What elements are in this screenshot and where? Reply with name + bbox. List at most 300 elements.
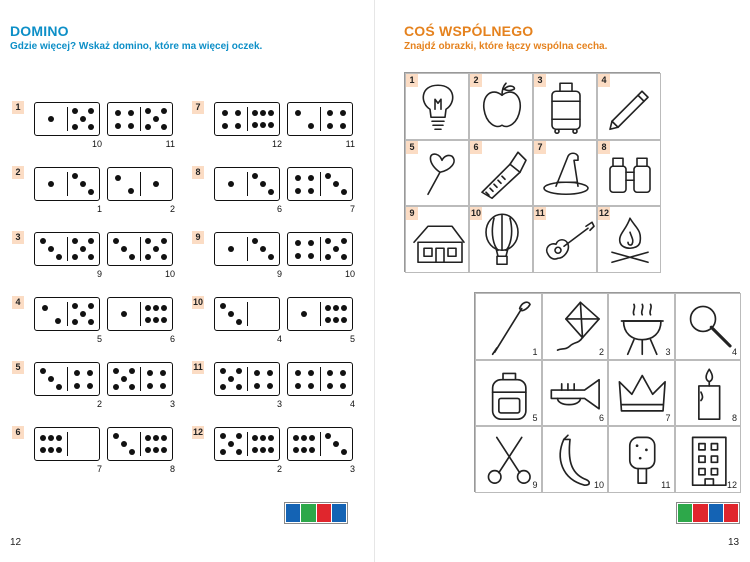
domino-pip xyxy=(252,173,258,179)
domino-pip xyxy=(295,110,301,116)
domino-label: 3 xyxy=(276,399,282,409)
domino-pip xyxy=(161,238,167,244)
domino-pip xyxy=(121,441,127,447)
domino-pip xyxy=(260,110,266,116)
domino-label: 2 xyxy=(276,464,282,474)
right-page-subtitle: Znajdź obrazki, które łączy wspólna cecha. xyxy=(404,41,608,52)
domino-pip xyxy=(153,305,159,311)
domino-divider xyxy=(67,172,68,196)
domino-tile[interactable] xyxy=(214,102,280,136)
picture-cell[interactable] xyxy=(542,426,609,493)
domino-pip xyxy=(121,376,127,382)
picture-number: 3 xyxy=(665,346,671,357)
exercise-number: 8 xyxy=(192,166,204,179)
picture-cell[interactable] xyxy=(675,293,742,360)
domino-divider xyxy=(320,432,321,456)
domino-pip xyxy=(341,305,347,311)
picture-number: 1 xyxy=(406,74,418,87)
domino-pip xyxy=(40,447,46,453)
domino-tile[interactable] xyxy=(107,427,173,461)
domino-tile[interactable] xyxy=(214,427,280,461)
domino-pip xyxy=(325,254,331,260)
domino-pip xyxy=(55,318,61,324)
domino-pip xyxy=(153,181,159,187)
domino-pip xyxy=(325,433,331,439)
domino-pip xyxy=(308,253,314,259)
exercise-number: 2 xyxy=(12,166,24,179)
domino-tile[interactable] xyxy=(214,167,280,201)
picture-cell[interactable] xyxy=(405,206,469,273)
domino-pip xyxy=(327,370,333,376)
domino-pip xyxy=(80,116,86,122)
domino-pip xyxy=(88,319,94,325)
domino-pip xyxy=(236,449,242,455)
picture-cell[interactable] xyxy=(405,140,469,207)
domino-pip xyxy=(80,181,86,187)
domino-pip xyxy=(325,173,331,179)
picture-number: 9 xyxy=(532,479,538,490)
picture-cell[interactable] xyxy=(533,206,597,273)
picture-number: 6 xyxy=(598,413,604,423)
picture-number: 1 xyxy=(532,346,538,357)
domino-pip xyxy=(88,238,94,244)
page-spine xyxy=(374,0,375,562)
domino-pip xyxy=(228,246,234,252)
domino-tile[interactable] xyxy=(287,427,353,461)
picture-cell[interactable] xyxy=(533,140,597,207)
domino-pip xyxy=(40,435,46,441)
domino-pip xyxy=(333,305,339,311)
picture-cell[interactable] xyxy=(597,206,661,273)
domino-pip xyxy=(56,384,62,390)
domino-pip xyxy=(220,449,226,455)
domino-label: 9 xyxy=(276,269,282,279)
domino-pip xyxy=(161,435,167,441)
domino-pip xyxy=(252,238,258,244)
domino-label: 5 xyxy=(96,334,102,344)
domino-pip xyxy=(220,384,226,390)
domino-divider xyxy=(247,367,248,391)
domino-tile[interactable] xyxy=(107,232,173,266)
picture-cell[interactable] xyxy=(542,293,609,360)
domino-label: 3 xyxy=(169,399,175,409)
picture-number: 9 xyxy=(406,207,418,220)
domino-pip xyxy=(72,303,78,309)
domino-pip xyxy=(161,447,167,453)
domino-pip xyxy=(341,254,347,260)
domino-label: 8 xyxy=(169,464,175,474)
domino-pip xyxy=(327,123,333,129)
domino-label: 10 xyxy=(91,139,102,149)
domino-divider xyxy=(247,107,248,131)
domino-tile[interactable] xyxy=(214,362,280,396)
domino-pip xyxy=(72,238,78,244)
domino-tile[interactable] xyxy=(287,232,353,266)
domino-label: 7 xyxy=(96,464,102,474)
domino-pip xyxy=(327,383,333,389)
domino-pip xyxy=(145,238,151,244)
domino-pip xyxy=(145,305,151,311)
domino-pip xyxy=(308,123,314,129)
picture-number: 11 xyxy=(661,479,671,490)
domino-pip xyxy=(268,447,274,453)
domino-pip xyxy=(267,383,273,389)
domino-divider xyxy=(140,367,141,391)
domino-pip xyxy=(260,181,266,187)
picture-cell[interactable] xyxy=(469,73,533,140)
domino-label: 10 xyxy=(344,269,355,279)
domino-divider xyxy=(67,432,68,456)
domino-tile[interactable] xyxy=(107,362,173,396)
picture-number: 12 xyxy=(726,479,737,490)
domino-pip xyxy=(72,124,78,130)
picture-cell[interactable] xyxy=(608,360,675,427)
domino-divider xyxy=(320,107,321,131)
domino-divider xyxy=(140,237,141,261)
left-page-number: 12 xyxy=(10,537,22,548)
picture-number: 4 xyxy=(598,74,610,87)
domino-pip xyxy=(161,108,167,114)
domino-pip xyxy=(129,384,135,390)
domino-pip xyxy=(161,317,167,323)
domino-pip xyxy=(236,384,242,390)
domino-pip xyxy=(121,246,127,252)
domino-divider xyxy=(320,172,321,196)
domino-pip xyxy=(145,254,151,260)
domino-label: 9 xyxy=(96,269,102,279)
domino-label: 2 xyxy=(169,204,175,214)
domino-tile[interactable] xyxy=(34,362,100,396)
domino-pip xyxy=(128,110,134,116)
picture-number: 7 xyxy=(534,141,546,154)
picture-number: 12 xyxy=(598,208,609,218)
domino-label: 2 xyxy=(96,399,102,409)
domino-pip xyxy=(121,311,127,317)
domino-pip xyxy=(145,435,151,441)
domino-pip xyxy=(128,188,134,194)
picture-number: 2 xyxy=(470,74,482,87)
domino-divider xyxy=(67,237,68,261)
domino-pip xyxy=(252,122,258,128)
domino-pip xyxy=(228,441,234,447)
domino-divider xyxy=(140,172,141,196)
domino-divider xyxy=(247,172,248,196)
domino-pip xyxy=(48,181,54,187)
domino-pip xyxy=(48,376,54,382)
domino-label: 4 xyxy=(349,399,355,409)
exercise-number: 6 xyxy=(12,426,24,439)
domino-pip xyxy=(340,123,346,129)
publisher-logo-right xyxy=(676,502,740,524)
picture-number: 2 xyxy=(598,346,604,357)
domino-pip xyxy=(87,383,93,389)
domino-label: 11 xyxy=(345,139,355,149)
picture-grid-top xyxy=(404,72,660,272)
picture-cell[interactable] xyxy=(533,73,597,140)
domino-pip xyxy=(113,238,119,244)
domino-pip xyxy=(48,246,54,252)
picture-number: 10 xyxy=(470,208,481,218)
domino-pip xyxy=(220,303,226,309)
domino-label: 3 xyxy=(349,464,355,474)
domino-tile[interactable] xyxy=(34,167,100,201)
domino-tile[interactable] xyxy=(287,102,353,136)
picture-number: 5 xyxy=(406,141,418,154)
domino-pip xyxy=(88,108,94,114)
domino-pip xyxy=(115,110,121,116)
domino-pip xyxy=(72,173,78,179)
domino-tile[interactable] xyxy=(34,297,100,331)
domino-tile[interactable] xyxy=(34,427,100,461)
domino-pip xyxy=(56,254,62,260)
domino-pip xyxy=(268,254,274,260)
domino-pip xyxy=(252,110,258,116)
domino-pip xyxy=(153,317,159,323)
domino-pip xyxy=(220,433,226,439)
domino-label: 10 xyxy=(164,269,175,279)
domino-pip xyxy=(161,305,167,311)
domino-pip xyxy=(88,124,94,130)
domino-pip xyxy=(308,370,314,376)
domino-pip xyxy=(129,254,135,260)
picture-cell[interactable] xyxy=(542,360,609,427)
domino-divider xyxy=(320,302,321,326)
domino-pip xyxy=(254,370,260,376)
domino-pip xyxy=(80,246,86,252)
domino-pip xyxy=(301,311,307,317)
domino-label: 6 xyxy=(276,204,282,214)
exercise-number: 9 xyxy=(192,231,204,244)
domino-tile[interactable] xyxy=(287,167,353,201)
picture-cell[interactable] xyxy=(597,140,661,207)
picture-cell[interactable] xyxy=(475,293,542,360)
picture-cell[interactable] xyxy=(475,360,542,427)
domino-label: 1 xyxy=(96,204,102,214)
domino-pip xyxy=(295,175,301,181)
domino-label: 11 xyxy=(165,139,175,149)
picture-grid-bottom xyxy=(474,292,740,492)
domino-pip xyxy=(72,254,78,260)
domino-label: 12 xyxy=(271,139,282,149)
domino-pip xyxy=(161,254,167,260)
domino-label: 4 xyxy=(276,334,282,344)
domino-pip xyxy=(341,189,347,195)
domino-pip xyxy=(145,317,151,323)
domino-pip xyxy=(268,435,274,441)
domino-pip xyxy=(161,124,167,130)
domino-pip xyxy=(341,449,347,455)
domino-pip xyxy=(72,108,78,114)
domino-pip xyxy=(308,188,314,194)
domino-pip xyxy=(341,238,347,244)
picture-number: 8 xyxy=(598,141,610,154)
domino-pip xyxy=(236,319,242,325)
domino-pip xyxy=(260,447,266,453)
domino-label: 6 xyxy=(169,334,175,344)
domino-pip xyxy=(153,116,159,122)
domino-pip xyxy=(153,246,159,252)
domino-pip xyxy=(147,370,153,376)
domino-pip xyxy=(40,238,46,244)
picture-number: 7 xyxy=(665,413,671,423)
domino-pip xyxy=(333,181,339,187)
picture-cell[interactable] xyxy=(475,426,542,493)
domino-divider xyxy=(320,367,321,391)
domino-pip xyxy=(80,311,86,317)
domino-pip xyxy=(295,253,301,259)
domino-tile[interactable] xyxy=(214,232,280,266)
domino-pip xyxy=(333,441,339,447)
domino-pip xyxy=(87,370,93,376)
domino-divider xyxy=(140,432,141,456)
domino-pip xyxy=(72,319,78,325)
domino-pip xyxy=(160,383,166,389)
domino-pip xyxy=(325,317,331,323)
domino-pip xyxy=(160,370,166,376)
domino-pip xyxy=(295,370,301,376)
left-page-title: DOMINO xyxy=(10,23,69,39)
domino-divider xyxy=(247,432,248,456)
domino-pip xyxy=(301,447,307,453)
domino-pip xyxy=(56,435,62,441)
domino-pip xyxy=(129,449,135,455)
picture-cell[interactable] xyxy=(469,140,533,207)
picture-number: 10 xyxy=(593,479,604,490)
domino-pip xyxy=(340,370,346,376)
domino-pip xyxy=(145,108,151,114)
domino-pip xyxy=(327,110,333,116)
picture-cell[interactable] xyxy=(675,360,742,427)
domino-pip xyxy=(308,175,314,181)
domino-pip xyxy=(88,254,94,260)
domino-pip xyxy=(113,384,119,390)
domino-pip xyxy=(235,123,241,129)
domino-pip xyxy=(40,368,46,374)
domino-pip xyxy=(228,376,234,382)
domino-pip xyxy=(128,123,134,129)
domino-pip xyxy=(268,110,274,116)
domino-pip xyxy=(115,123,121,129)
domino-pip xyxy=(88,189,94,195)
domino-tile[interactable] xyxy=(287,362,353,396)
picture-cell[interactable] xyxy=(469,206,533,273)
domino-divider xyxy=(67,302,68,326)
domino-pip xyxy=(147,383,153,389)
domino-pip xyxy=(333,246,339,252)
domino-pip xyxy=(42,305,48,311)
domino-pip xyxy=(341,317,347,323)
picture-number: 11 xyxy=(535,208,545,218)
domino-pip xyxy=(325,238,331,244)
domino-pip xyxy=(309,435,315,441)
domino-pip xyxy=(222,123,228,129)
picture-number: 5 xyxy=(532,413,538,423)
domino-pip xyxy=(260,246,266,252)
domino-pip xyxy=(340,383,346,389)
domino-pip xyxy=(235,110,241,116)
domino-pip xyxy=(113,433,119,439)
domino-tile[interactable] xyxy=(107,102,173,136)
exercise-number: 5 xyxy=(12,361,24,374)
domino-tile[interactable] xyxy=(107,297,173,331)
domino-pip xyxy=(295,240,301,246)
picture-number: 8 xyxy=(731,413,737,423)
domino-pip xyxy=(115,175,121,181)
domino-divider xyxy=(247,302,248,326)
domino-divider xyxy=(67,367,68,391)
domino-pip xyxy=(113,368,119,374)
domino-pip xyxy=(295,383,301,389)
domino-pip xyxy=(301,435,307,441)
domino-label: 5 xyxy=(349,334,355,344)
domino-divider xyxy=(140,107,141,131)
exercise-number: 11 xyxy=(193,362,203,372)
domino-pip xyxy=(295,188,301,194)
domino-pip xyxy=(129,368,135,374)
domino-tile[interactable] xyxy=(287,297,353,331)
domino-pip xyxy=(74,383,80,389)
domino-divider xyxy=(140,302,141,326)
domino-pip xyxy=(309,447,315,453)
domino-pip xyxy=(88,303,94,309)
picture-cell[interactable] xyxy=(675,426,742,493)
domino-pip xyxy=(260,122,266,128)
domino-pip xyxy=(145,447,151,453)
domino-pip xyxy=(153,435,159,441)
exercise-number: 3 xyxy=(12,231,24,244)
domino-pip xyxy=(252,435,258,441)
domino-pip xyxy=(153,447,159,453)
domino-pip xyxy=(228,181,234,187)
exercise-number: 12 xyxy=(192,427,203,437)
domino-divider xyxy=(67,107,68,131)
publisher-logo-left xyxy=(284,502,348,524)
domino-pip xyxy=(48,435,54,441)
domino-tile[interactable] xyxy=(214,297,280,331)
domino-pip xyxy=(308,240,314,246)
domino-pip xyxy=(228,311,234,317)
domino-pip xyxy=(260,435,266,441)
domino-pip xyxy=(293,435,299,441)
domino-tile[interactable] xyxy=(34,232,100,266)
domino-divider xyxy=(247,237,248,261)
left-page-subtitle: Gdzie więcej? Wskaż domino, które ma więcej oczek. xyxy=(10,41,263,52)
domino-tile[interactable] xyxy=(34,102,100,136)
domino-pip xyxy=(252,447,258,453)
domino-pip xyxy=(268,122,274,128)
picture-cell[interactable] xyxy=(405,73,469,140)
domino-pip xyxy=(145,124,151,130)
picture-number: 4 xyxy=(731,346,737,357)
domino-pip xyxy=(48,116,54,122)
domino-divider xyxy=(320,237,321,261)
domino-pip xyxy=(236,433,242,439)
right-page-number: 13 xyxy=(728,537,740,548)
domino-pip xyxy=(56,447,62,453)
domino-pip xyxy=(340,110,346,116)
right-page-title: COŚ WSPÓLNEGO xyxy=(404,23,534,39)
picture-cell[interactable] xyxy=(597,73,661,140)
domino-tile[interactable] xyxy=(107,167,173,201)
domino-pip xyxy=(293,447,299,453)
picture-cell[interactable] xyxy=(608,293,675,360)
domino-pip xyxy=(220,368,226,374)
picture-cell[interactable] xyxy=(608,426,675,493)
domino-pip xyxy=(254,383,260,389)
picture-number: 3 xyxy=(534,74,546,87)
domino-pip xyxy=(48,447,54,453)
exercise-number: 7 xyxy=(192,101,204,114)
